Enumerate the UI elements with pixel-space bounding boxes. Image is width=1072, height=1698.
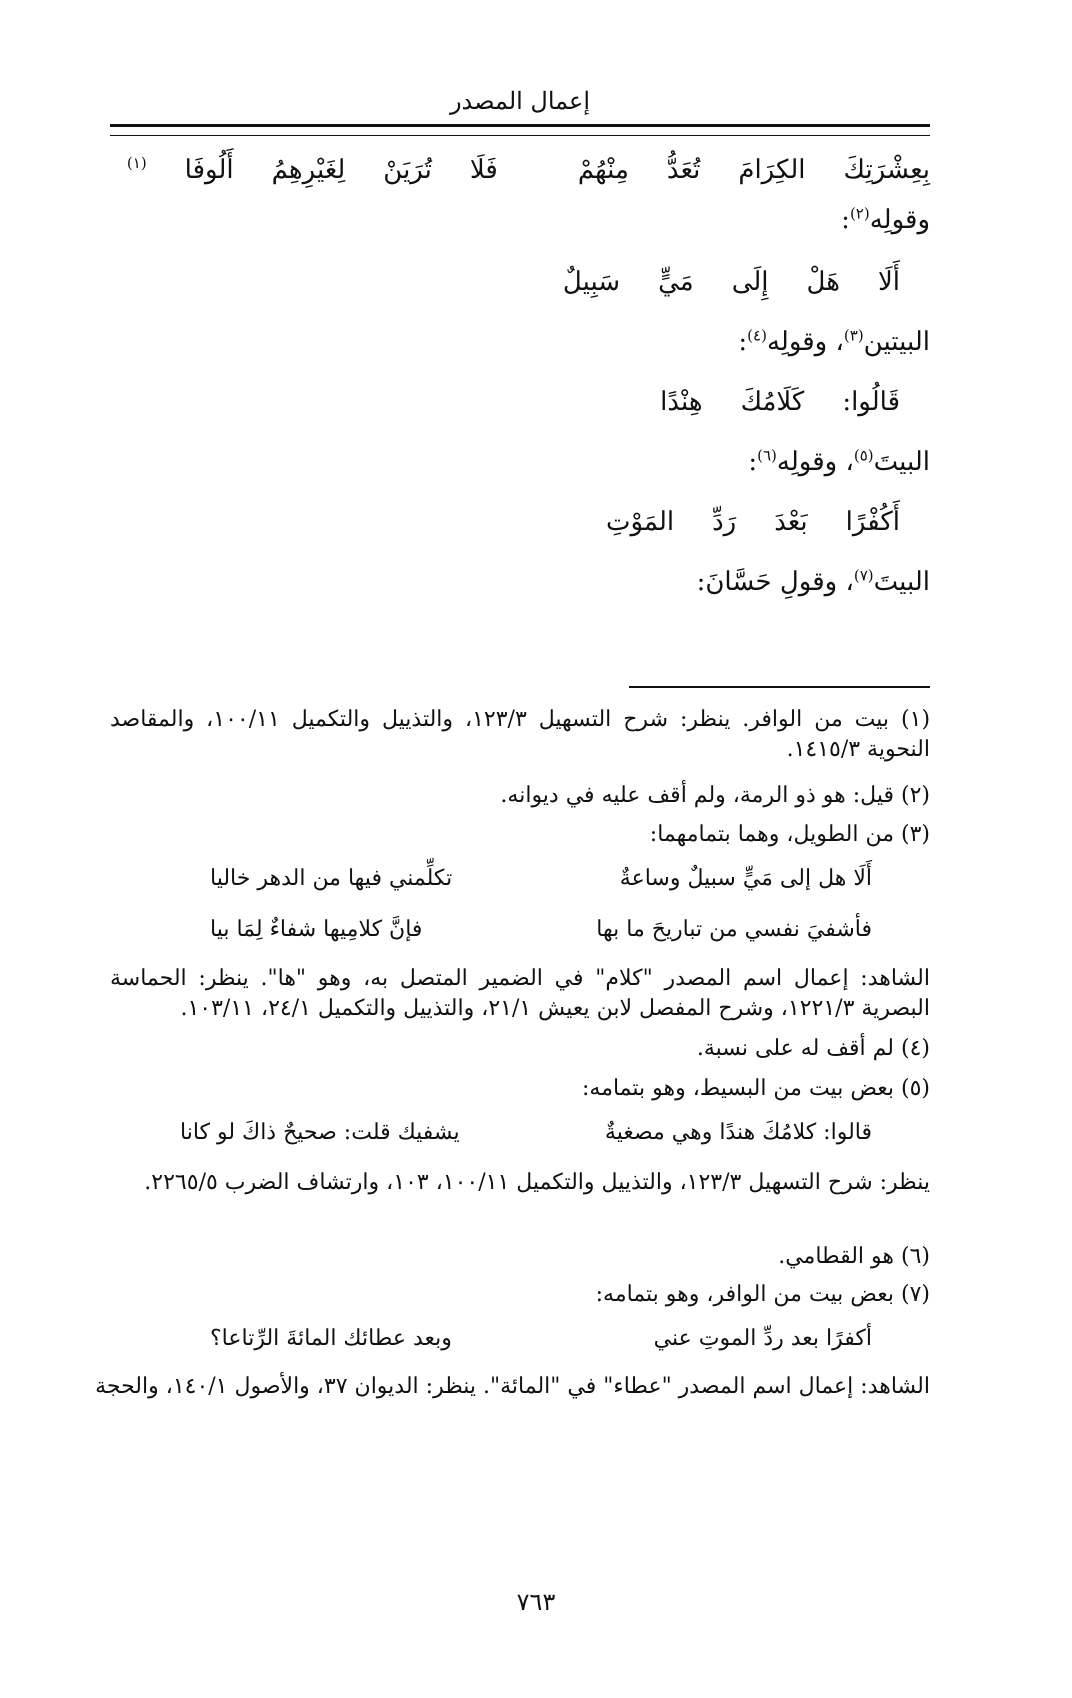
verse-word: مِنْهُمْ xyxy=(577,155,629,185)
body-line-1: وقولِه$^{(٢)}$: xyxy=(841,204,930,235)
header-rule-thin xyxy=(110,135,930,136)
footnote-5: (٥) بعض بيت من البسيط، وهو بتمامه: xyxy=(581,1076,930,1101)
verse-2: أَلَاهَلْإِلَىمَيٍّسَبِيلٌ xyxy=(562,267,900,297)
poem-3b-left: فإنَّ كلامِيها شفاءٌ لِمَا بيا xyxy=(210,917,423,942)
verse-word: تُعَدُّ xyxy=(666,155,701,185)
verse-1 xyxy=(126,150,930,190)
poem-7-left: وبعد عطائك المائةَ الرِّتاعا؟ xyxy=(210,1326,452,1351)
footnote-7-note: الشاهد: إعمال اسم المصدر "عطاء" في "المائة". ينظر: الديوان ٣٧، والأصول ١٤٠/١، والحجة xyxy=(95,1374,930,1399)
footnote-separator xyxy=(629,686,930,688)
verse-3: قَالُوا:كَلَامُكَهِنْدًا xyxy=(660,387,900,417)
poem-5-right: قالوا: كلامُكَ هندًا وهي مصغيةٌ xyxy=(604,1120,872,1145)
poem-5-left: يشفيك قلت: صحيحٌ ذاكَ لو كانا xyxy=(180,1120,460,1145)
verse-word: أَلُوفَا(١) xyxy=(126,154,234,185)
footnote-ref: (٦) xyxy=(757,446,777,465)
footnote-4: (٤) لم أقف له على نسبة. xyxy=(696,1036,930,1061)
footnote-ref: (٢) xyxy=(849,204,870,223)
poem-3a-left: تكلِّمني فيها من الدهر خاليا xyxy=(210,866,453,891)
footnote-7: (٧) بعض بيت من الوافر، وهو بتمامه: xyxy=(595,1282,930,1307)
page-number: ٧٦٣ xyxy=(516,1588,556,1616)
footnote-ref: (٥) xyxy=(853,446,874,465)
footnote-3: (٣) من الطويل، وهما بتمامهما: xyxy=(649,822,930,847)
verse-word: تُرَيَنْ xyxy=(383,155,432,185)
footnote-3-note: الشاهد: إعمال اسم المصدر "كلام" في الضمير المتصل به، وهو "ها". ينظر: الحماسة البصرية ١٢٢١/٣، وشرح المفصل لابن يعيش ٢١/١، والتذييل والتكميل ٢٤/١، ١٠٣/١١. xyxy=(110,966,930,1021)
body-line-4: البيتَ$^{(٧)}$، وقولِ حَسَّانَ: xyxy=(696,566,930,597)
verse-word: فَلَا xyxy=(469,155,498,185)
footnote-2: (٢) قيل: هو ذو الرمة، ولم أقف عليه في ديوانه. xyxy=(500,783,930,808)
poem-3a-right: أَلَا هل إلى مَيٍّ سبيلٌ وساعةٌ xyxy=(619,866,872,891)
footnote-5-note: ينظر: شرح التسهيل ١٢٣/٣، والتذييل والتكميل ١٠٠/١١، ١٠٣، وارتشاف الضرب ٢٢٦٥/٥. xyxy=(144,1170,930,1195)
poem-3b-right: فأشفيَ نفسي من تباريحَ ما بها xyxy=(596,917,872,942)
running-header: إعمال المصدر xyxy=(449,87,591,115)
verse-4: أَكُفْرًابَعْدَرَدِّالمَوْتِ xyxy=(606,507,900,537)
verse-word: بِعِشْرَتِكَ xyxy=(843,155,930,185)
footnote-ref: (٣) xyxy=(843,326,864,345)
footnote-ref: (٤) xyxy=(747,326,767,345)
body-line-3: البيتَ$^{(٥)}$، وقولِه$^{(٦)}$: xyxy=(748,446,930,477)
footnote-1: (١) بيت من الوافر. ينظر: شرح التسهيل ١٢٣/٣، والتذييل والتكميل ١٠٠/١١، والمقاصد النحوية ١٤١٥/٣. xyxy=(110,707,931,762)
verse-word: لِغَيْرِهِمُ xyxy=(271,155,346,185)
body-line-2: البيتين$^{(٣)}$، وقولِه$^{(٤)}$: xyxy=(738,326,930,357)
footnote-ref: (٧) xyxy=(853,566,874,585)
header-rule-thick xyxy=(110,124,930,127)
footnote-6: (٦) هو القطامي. xyxy=(778,1244,930,1269)
poem-7-right: أكفرًا بعد ردِّ الموتِ عني xyxy=(653,1326,872,1351)
verse-word: الكِرَامَ xyxy=(738,155,806,185)
